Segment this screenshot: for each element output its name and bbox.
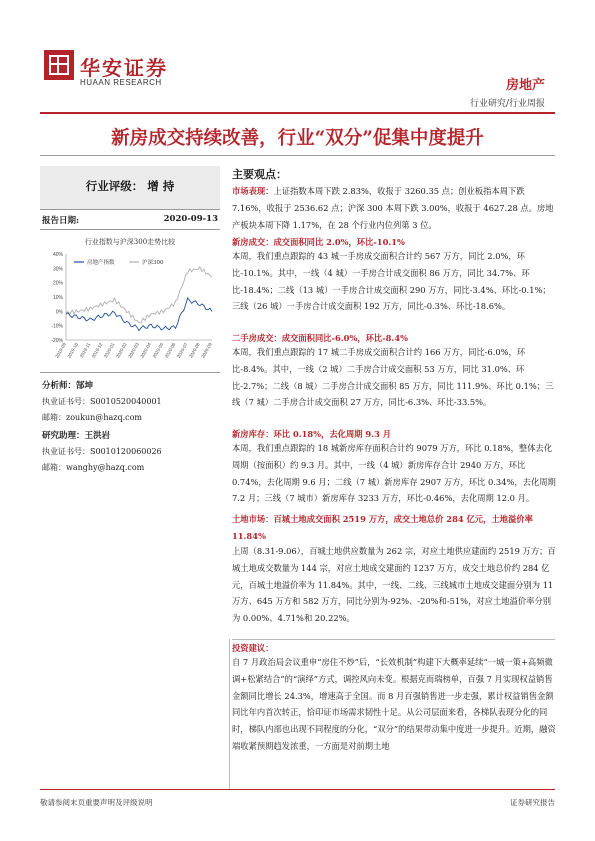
assistant-row [42,429,110,441]
new-house-heading: 新房成交：成交面积同比 2.0%，环比-10.1% [232,237,405,247]
inventory-heading: 新房库存：环比 0.18%，去化周期 9.3 月 [232,429,392,439]
second-hand-heading: 二手房成交：成交面积同比-6.0%，环比-8.4% [232,333,408,343]
advice-border [229,639,230,789]
series-line-1 [66,267,212,323]
legend-label: 沪深300 [142,260,164,266]
footer-label: 证券研究报告 [510,798,555,807]
chart-title: 行业指数与沪深300走势比较 [84,238,176,246]
y-tick-label: 10% [52,295,63,301]
analyst-name: 郜坤 [76,381,94,391]
legend-label: 房地产指数 [87,260,115,266]
land-heading: 土地市场：百城土地成交面积 2519 万方，成交土地总价 284 亿元，土地溢价率 11.84% [232,514,533,541]
x-tick-label: 2020-04 [139,342,153,359]
market-text: 上证指数本周下跌 2.83%，收报于 3260.35 点；创业板指本周下跌 7.16%，收报于 2536.62 点；沪深 300 本周下跌 3.00%，收报于 4627.28 点。房地产板块本周下降 1.17%，在 28 个行业内位列第 3 位。 [232,186,554,230]
x-tick-label: 2019-11 [78,342,92,359]
market-paragraph [232,183,557,233]
assistant-cert: S0010120060026 [90,447,162,456]
x-tick-label: 2020-05 [151,342,165,359]
assistant-email-row [42,462,144,473]
header-divider [40,112,555,114]
x-tick-label: 2020-08 [188,342,201,359]
series-line-0 [66,298,212,331]
advice-text: 自 7 月政治局会议重申“房住不炒”后，“长效机制”构建下大概率延续“一城一策+高频微调+松紧结合”的“演绎”方式，调控风向未变。根据克而瑞榜单，百强 7 月实现权益销售金额同比增长 24.3%，增速高于全国。而 8 月百强销售进一步走强，累计权益销售金额同比年内首次转正，恰印证市场需求韧性十足。从公司层面来看，各梯队表现分化的同时，梯队内部也出现不同程度的分化，“双分”的结果带动集中度进一步提升。近期，融资端收紧预期趋发浓重，一方面是对前期土地 [232,657,556,751]
y-tick-label: -20% [51,338,63,344]
analyst-cert-row [42,396,162,407]
y-tick-label: 30% [52,266,63,273]
analyst-cert: S0010520040001 [90,397,162,406]
report-date-row [42,214,220,226]
footer-divider [40,789,555,790]
assistant-cert-row [42,446,162,457]
sidebar-divider [40,229,220,230]
advice-heading: 投资建议： [232,643,274,653]
index-comparison-chart [40,248,220,368]
x-tick-label: 2020-09 [200,342,213,359]
title-divider [40,155,555,156]
key-points-heading: 主要观点： [232,168,287,181]
sidebar-divider [40,372,220,373]
brand-name: 华安证券 [80,56,168,80]
x-tick-label: 2019-12 [90,342,104,359]
brand-name-en: HUAAN RESEARCH [80,78,162,87]
sidebar-divider [40,209,220,210]
inventory-text: 本周，我们重点跟踪的 18 城新房库存面积合计约 9079 万方，环比 0.18%，整体去化周期（按面积）约 9.3 月。其中，一线（4 城）新房库存合计 2940 万方，环比 0.74%，去化周期 9.6 月；二线（7 城）新房库存 2907 万方，环比 0.34%，去化周期 7.2 月；三线（7 城市）新房库存 3233 万方，环比-0.46%，去化周期 12.0 月。 [232,443,556,504]
footer-disclaimer: 敬请参阅末页重要声明及评级说明 [40,798,153,807]
y-tick-label: -10% [51,323,63,330]
industry-rating: 行业评级： 增 持 [85,179,175,193]
analyst-row [42,379,93,391]
advice-divider [232,639,555,640]
analyst-email[interactable]: zoukun@hazq.com [66,413,143,422]
assistant-name: 王洪岩 [84,431,111,441]
assistant-label: 研究助理： [42,431,85,441]
company-logo-icon [44,50,74,80]
x-tick-label: 2020-03 [127,342,140,359]
x-tick-label: 2020-01 [102,342,116,359]
y-tick-label: 40% [52,252,63,258]
report-title: 新房成交持续改善，行业“双分”促集中度提升 [111,128,484,149]
x-tick-label: 2019-09 [54,342,67,359]
analyst-label: 分析师： [42,381,77,391]
report-date-value: 2020-09-13 [163,214,218,224]
land-text: 上周（8.31-9.06），百城土地供应数量为 262 宗，对应土地供应建面约 2519 万方；百城土地成交数量为 144 宗，对应土地成交建面约 1237 万方，成交土地总价约 284 亿元，百城土地溢价率为 11.84%。其中，一线、二线、三线城市土地成交建面分别为 11 万方、645 万方和 582 万方，同比分别为-92%、-20%和-51%，对应土地溢价率分别为 0.00%、4.71%和 20.22%。 [232,546,556,624]
x-tick-label: 2019-10 [66,342,80,359]
market-label: 市场表现： [232,186,274,196]
analyst-email-row [42,412,142,423]
cert-label: 执业证书号： [42,447,90,456]
new-house-text: 本周，我们重点跟踪的 43 城一手房成交面积合计约 567 万方，同比 2.0%，环比-10.1%。其中，一线（4 城）一手房合计成交面积 86 万方，同比 34.7%、环比-18.4%；二线（13 城）一手房合计成交面积 290 万方，同比-3.4%、环比-0.1%；三线（26 城）一手房合计成交面积 192 万方，同比-0.3%、环比-18.6%。 [232,251,551,312]
y-tick-label: 0% [55,309,63,316]
email-label: 邮箱： [42,463,66,472]
email-label: 邮箱： [42,413,66,422]
x-tick-label: 2020-06 [163,342,177,359]
report-date-label: 报告日期: [42,216,80,226]
y-tick-label: 20% [52,280,63,287]
sector-label: 房地产 [505,78,545,93]
assistant-email[interactable]: wanghy@hazq.com [66,463,145,472]
cert-label: 执业证书号： [42,397,90,406]
x-tick-label: 2020-07 [175,342,189,359]
x-tick-label: 2020-02 [115,342,128,359]
second-hand-text: 本周，我们重点跟踪的 17 城二手房成交面积合计约 166 万方，同比-6.0%，环比-8.4%。其中，一线（2 城）二手房合计成交面积 53 万方，同比 31.0%、环比-2.7%；二线（8 城）二手房合计成交面积 85 万方，同比 111.9%、环比 0.1%；三线（7 城）二手房合计成交面积 27 万方，同比-6.3%、环比-33.5%。 [232,347,554,408]
report-type: 行业研究/行业周报 [469,99,545,109]
